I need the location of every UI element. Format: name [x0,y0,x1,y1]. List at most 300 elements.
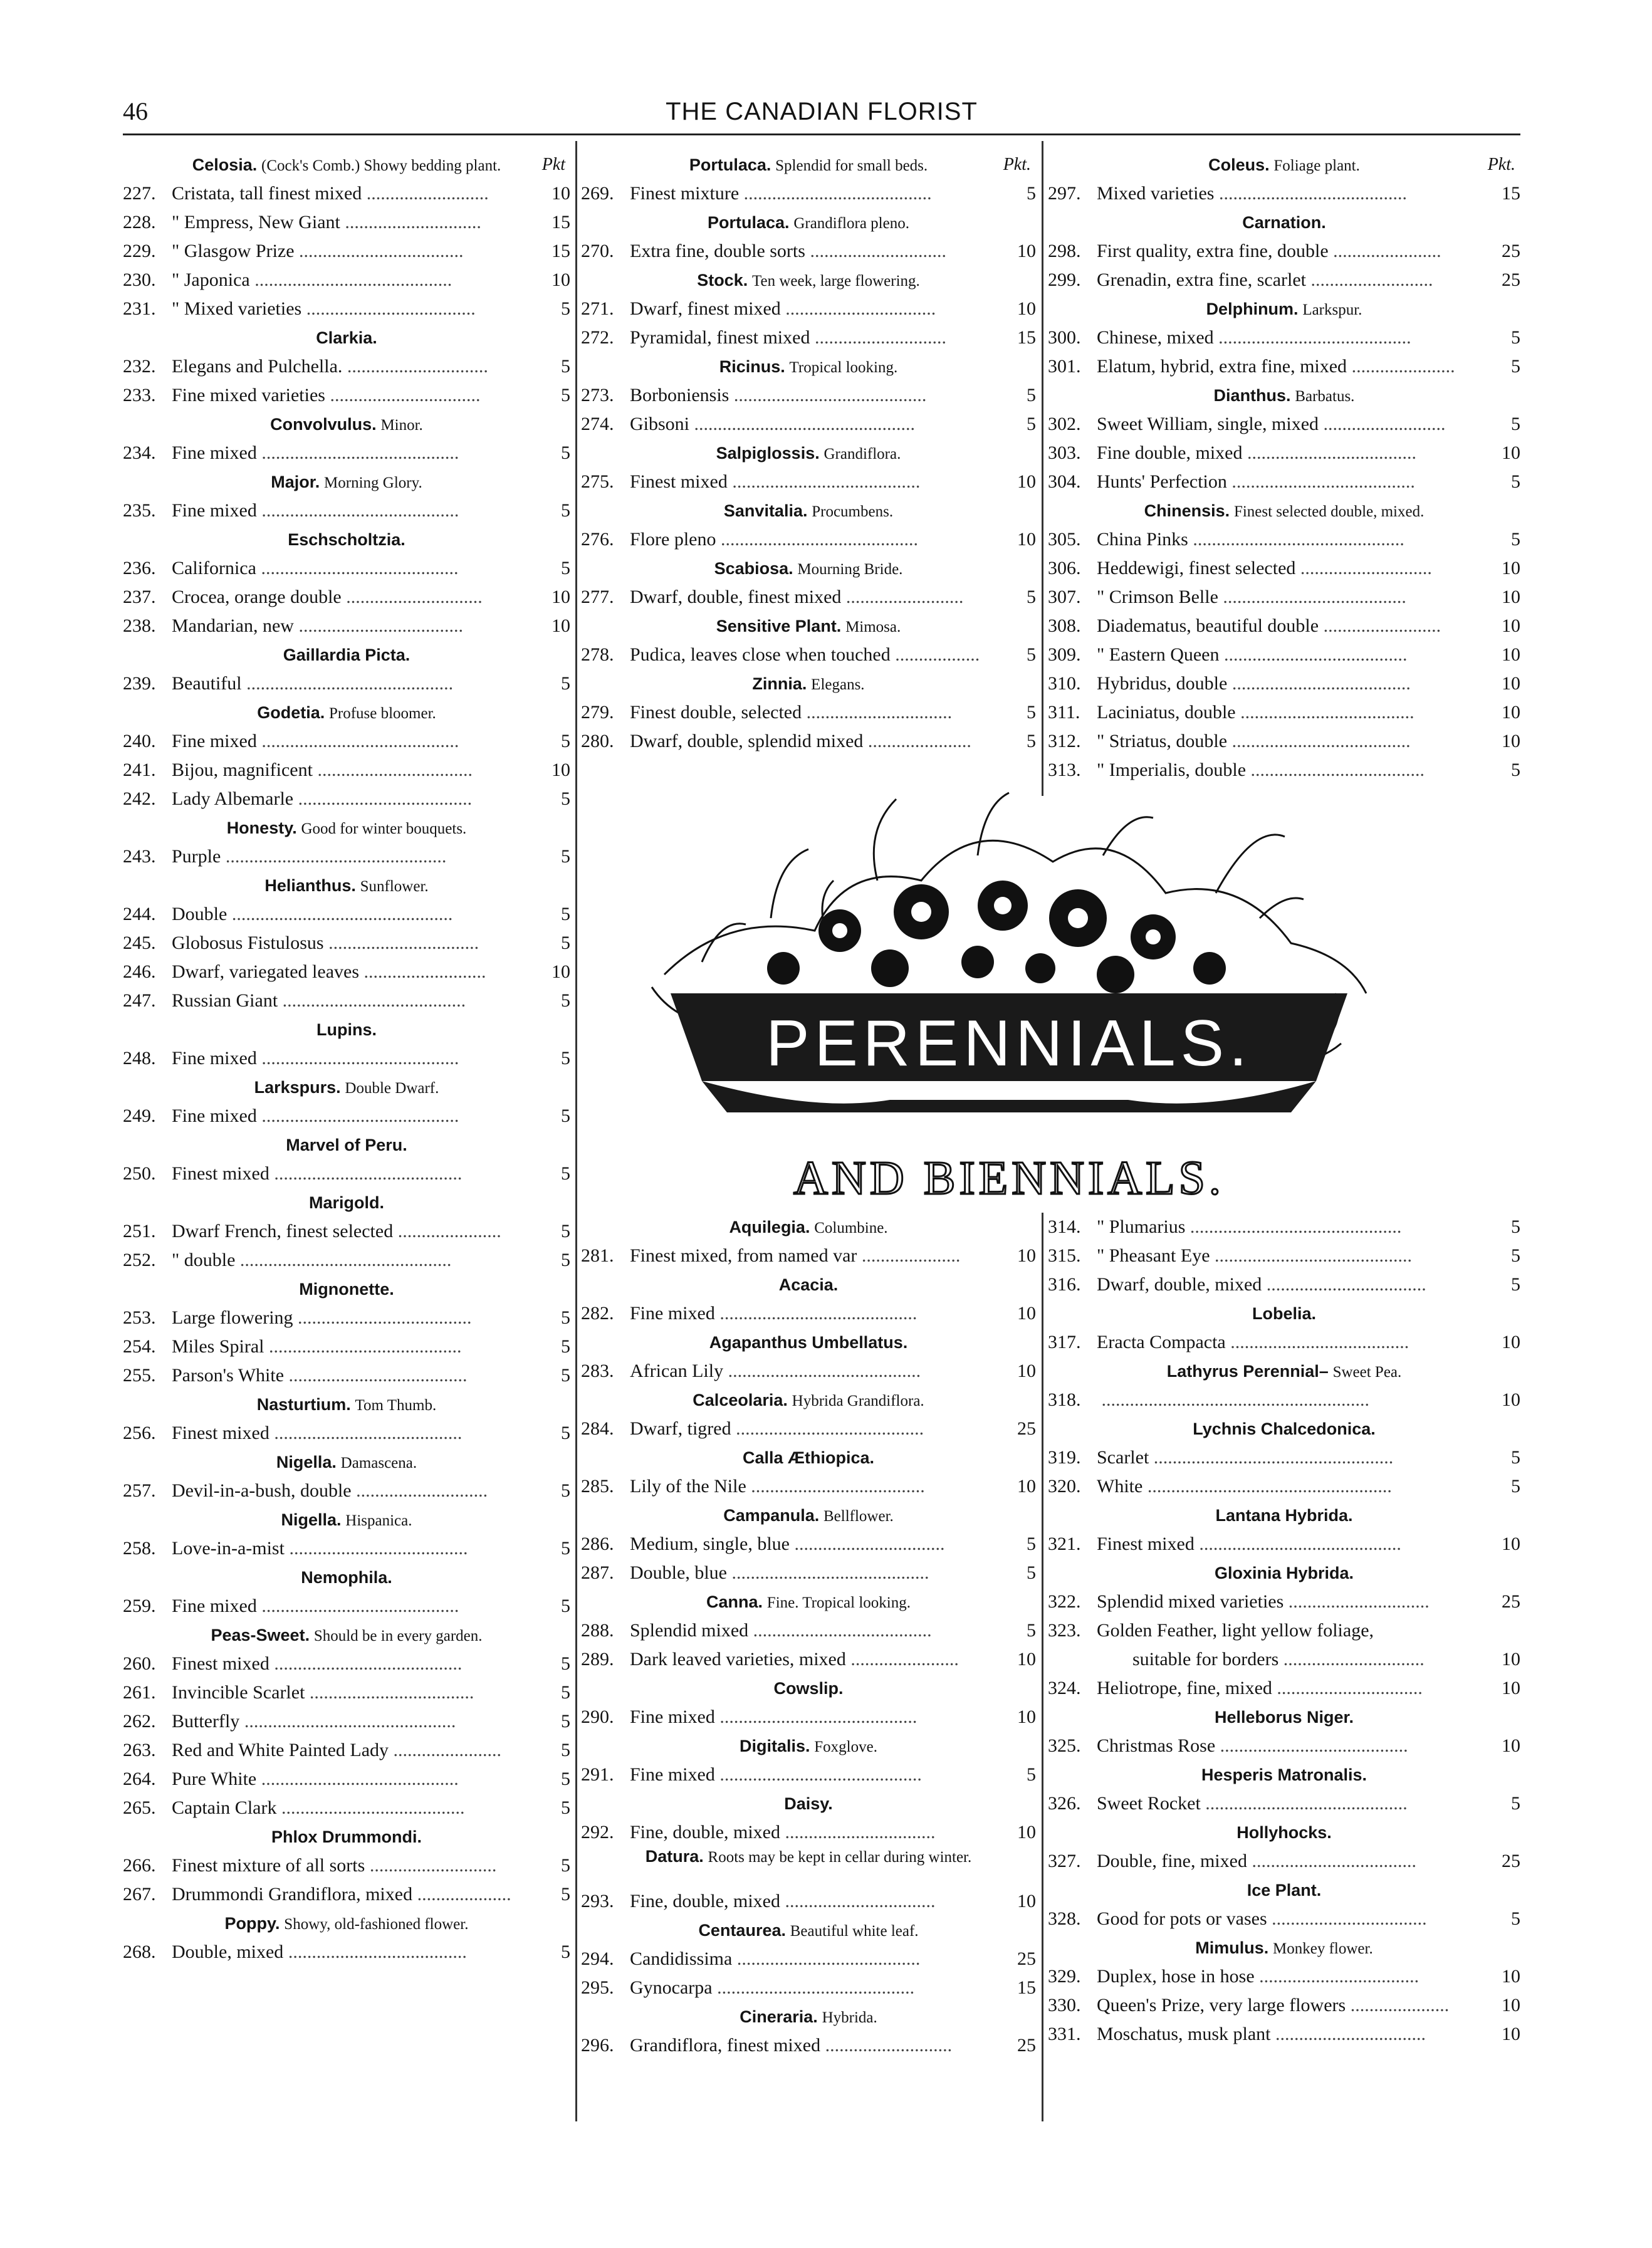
item-number: 310. [1048,673,1081,694]
leader-dots: ..................... [1346,1995,1450,2015]
item-description: Grandiflora, finest mixed [630,2035,821,2056]
item-price: 10 [1502,1735,1520,1756]
section-heading-name: Hollyhocks. [1236,1823,1332,1842]
leader-dots: ..................................... [1235,702,1414,723]
section-heading-name: Digitalis. [740,1737,810,1755]
list-item [123,583,570,612]
item-number: 280. [581,731,614,751]
item-price: 5 [561,500,570,521]
list-item [1048,1386,1520,1414]
section-heading-name: Sanvitalia. [723,501,808,520]
leader-dots: ....................................... [1219,644,1408,665]
item-description: Borboniensis [630,385,729,405]
item-price: 5 [561,1942,570,1962]
item-description: Drummondi Grandiflora, mixed [172,1884,413,1905]
section-heading-note: Profuse bloomer. [328,705,436,722]
item-price: 10 [1502,558,1520,578]
list-item [1048,1472,1520,1501]
item-number: 267. [123,1884,156,1905]
item-number: 231. [123,298,156,319]
leader-dots: ................................... [1247,1851,1416,1871]
section-heading [123,468,570,496]
list-item [123,1332,570,1361]
section-heading [123,150,570,179]
section-heading [123,1390,570,1419]
item-description: Good for pots or vases [1097,1908,1267,1929]
leader-dots: ................................ [780,1891,936,1911]
item-price: 15 [1017,327,1036,348]
seed-column-middle-bottom [581,1213,1036,2060]
item-description: Fine mixed [630,1303,715,1324]
item-description: Dwarf, variegated leaves [172,961,360,982]
item-description: Pyramidal, finest mixed [630,327,810,348]
section-heading-note: Foliage plant. [1273,157,1360,174]
item-number: 311. [1048,702,1080,723]
item-description: Fine double, mixed [1097,442,1243,463]
list-item [123,1678,570,1707]
leader-dots: .................................... [1242,442,1416,463]
leader-dots: ................................................... [1149,1447,1394,1468]
section-heading-note: Showy, old-fashioned flower. [284,1916,469,1933]
list-item [1048,669,1520,698]
leader-dots: .......................... [1319,414,1446,434]
item-description: Gynocarpa [630,1977,713,1998]
section-heading-name: Marigold. [309,1193,384,1212]
item-price: 10 [1017,298,1036,319]
item-number: 247. [123,990,156,1011]
list-item [123,929,570,958]
section-heading [581,669,1036,698]
leader-dots: ............................................... [227,904,453,924]
section-heading-note: Hispanica. [345,1512,412,1529]
section-heading [123,813,570,842]
item-price: 10 [552,961,570,982]
section-heading-name: Hesperis Matronalis. [1201,1765,1367,1784]
list-item [581,1559,1036,1587]
item-price: 10 [1502,1389,1520,1410]
leader-dots: ...................................... [283,1942,467,1962]
item-price: 5 [1027,644,1036,665]
item-price: 5 [561,1250,570,1270]
item-number: 263. [123,1740,156,1760]
page-number: 46 [123,97,148,125]
item-number: 257. [123,1480,156,1501]
item-number: 324. [1048,1678,1081,1698]
list-item [123,986,570,1015]
leader-dots: ............................ [1295,558,1432,578]
list-item [581,468,1036,496]
item-description: Globosus Fistulosus [172,933,324,953]
item-description: " Imperialis, double [1097,760,1247,780]
list-item [123,1765,570,1794]
item-price: 10 [1502,731,1520,751]
item-price: 5 [561,1365,570,1386]
item-number: 281. [581,1245,614,1266]
leader-dots: .............................. [1278,1649,1425,1670]
section-heading-note: Hybrida. [822,2009,877,2026]
item-price: 5 [1511,1476,1520,1497]
item-number: 289. [581,1649,614,1670]
list-item [123,1246,570,1275]
list-item [581,1887,1036,1916]
list-item [123,1361,570,1390]
leader-dots: .......................................... [256,1106,459,1126]
list-item [123,1159,570,1188]
item-description: Chinese, mixed [1097,327,1214,348]
list-item [1048,1732,1520,1760]
leader-dots: ........................... [365,1855,497,1876]
item-description: Queen's Prize, very large flowers [1097,1995,1346,2015]
section-heading-name: Calla Æthiopica. [742,1448,875,1467]
item-price: 5 [561,1163,570,1184]
item-description: Finest mixed [630,471,728,492]
leader-dots: ......................................... [264,1336,462,1357]
item-number: 243. [123,846,156,867]
item-description: Splendid mixed varieties [1097,1591,1284,1612]
leader-dots: ................................... [294,241,464,261]
list-item [123,496,570,525]
section-heading-name: Portulaca. [708,213,790,232]
list-item [123,1102,570,1131]
list-item [1048,1674,1520,1703]
list-item [581,1530,1036,1559]
item-description: Extra fine, double sorts [630,241,805,261]
item-number: 279. [581,702,614,723]
list-item [1048,1645,1520,1674]
section-heading-note: Minor. [380,417,423,434]
item-number: 271. [581,298,614,319]
item-number: 321. [1048,1534,1081,1554]
column-divider [575,141,577,2121]
item-number: 272. [581,327,614,348]
item-price: 5 [561,1538,570,1559]
section-heading [123,1073,570,1102]
leader-dots: ........................................ [739,183,932,204]
item-description: Diadematus, beautiful double [1097,615,1319,636]
item-description: Elatum, hybrid, extra fine, mixed [1097,356,1347,377]
section-heading-name: Dianthus. [1213,386,1291,405]
seed-column-right-top [1048,150,1520,785]
item-price: 5 [561,1769,570,1789]
item-price: 5 [1511,1274,1520,1295]
leader-dots: ......................................... [723,1361,921,1381]
item-description: Double, blue [630,1562,727,1583]
section-heading [581,266,1036,295]
item-number: 258. [123,1538,156,1559]
section-heading-note: Good for winter bouquets. [301,820,467,837]
list-item [1048,1847,1520,1876]
item-number: 238. [123,615,156,636]
item-price: 10 [552,269,570,290]
item-description: Red and White Painted Lady [172,1740,389,1760]
section-heading-note: Beautiful white leaf. [790,1923,919,1940]
section-heading-name: Campanula. [723,1506,820,1525]
section-heading-name: Coleus. [1208,155,1270,174]
item-price: 5 [1027,1764,1036,1785]
section-heading-note: Mimosa. [845,619,901,635]
section-heading-name: Calceolaria. [693,1391,788,1409]
section-heading-name: Lupins. [316,1020,377,1039]
item-price: 5 [561,846,570,867]
section-heading [581,1270,1036,1299]
list-item [123,756,570,785]
item-price: 10 [1017,1891,1036,1911]
section-heading [123,410,570,439]
item-description: Fine mixed varieties [172,385,325,405]
item-price: 10 [1502,702,1520,723]
list-item [581,698,1036,727]
section-heading-name: Portulaca. [689,155,771,174]
section-heading-note: Grandiflora pleno. [793,215,909,232]
item-number: 274. [581,414,614,434]
section-heading [1048,381,1520,410]
item-description: " double [172,1250,236,1270]
list-item [1048,237,1520,266]
section-heading [123,1505,570,1534]
section-heading-note: Columbine. [814,1220,888,1236]
item-price: 10 [1017,471,1036,492]
item-number: 303. [1048,442,1081,463]
item-price: 5 [561,1596,570,1616]
item-description: Captain Clark [172,1797,277,1818]
item-price: 10 [552,760,570,780]
item-number: 259. [123,1596,156,1616]
item-number: 235. [123,500,156,521]
section-heading-note: Hybrida Grandiflora. [792,1393,924,1409]
list-item [123,1794,570,1822]
item-price: 5 [1511,327,1520,348]
section-heading-name: Cowslip. [773,1679,844,1698]
list-item [123,1534,570,1563]
section-heading-name: Stock. [697,271,748,290]
leader-dots: ....................................... [276,1797,465,1818]
leader-dots: ..................................... [1246,760,1425,780]
section-heading-note: Tom Thumb. [355,1397,437,1414]
section-heading-name: Nigella. [276,1453,337,1472]
item-number: 283. [581,1361,614,1381]
list-item [581,1414,1036,1443]
section-heading [1048,208,1520,237]
item-price: 5 [561,933,570,953]
list-item [1048,1905,1520,1933]
item-description: Dwarf, finest mixed [630,298,781,319]
leader-dots: ..................... [857,1245,961,1266]
leader-dots: ......................................................... [1097,1389,1369,1410]
item-description: Fine mixed [172,442,257,463]
section-heading-name: Daisy. [784,1794,833,1813]
item-description: Finest mixed [1097,1534,1195,1554]
section-heading-name: Lathyrus Perennial– [1166,1362,1329,1381]
section-heading-name: Lantana Hybrida. [1215,1506,1353,1525]
item-number: 233. [123,385,156,405]
list-item [123,1217,570,1246]
section-heading [581,1328,1036,1357]
item-number: 323. [1048,1620,1081,1641]
item-description: Beautiful [172,673,242,694]
item-number: 301. [1048,356,1081,377]
item-number: 230. [123,269,156,290]
list-item [123,785,570,813]
leader-dots: .......................................... [249,269,452,290]
item-price: 5 [561,1797,570,1818]
section-heading [123,1275,570,1304]
item-description: Butterfly [172,1711,240,1732]
section-heading [1048,1876,1520,1905]
leader-dots: ..................................... [293,1307,472,1328]
item-number: 232. [123,356,156,377]
list-item [123,1477,570,1505]
section-heading-name: Cineraria. [740,2007,818,2026]
item-description: Mixed varieties [1097,183,1215,204]
banner-perennials: PERENNIALS. [766,1007,1252,1080]
item-number: 228. [123,212,156,233]
section-heading [581,1386,1036,1414]
item-number: 309. [1048,644,1081,665]
floral-banner-illustration [627,787,1388,1219]
leader-dots: .......................................... [256,1048,459,1069]
list-item [1048,352,1520,381]
item-description: " Pheasant Eye [1097,1245,1210,1266]
item-price: 5 [1511,1908,1520,1929]
item-number: 305. [1048,529,1081,550]
item-description: Dwarf, double, splendid mixed [630,731,864,751]
list-item [1048,554,1520,583]
leader-dots: .......................................... [256,1769,459,1789]
item-price: 10 [1502,673,1520,694]
section-heading [123,1909,570,1938]
section-heading-name: Peas-Sweet. [211,1626,310,1644]
item-description: Fine mixed [172,1048,257,1069]
item-price: 5 [561,1221,570,1242]
leader-dots: .......................................... [712,1977,915,1998]
item-price: 10 [1017,529,1036,550]
item-number: 304. [1048,471,1081,492]
item-price: 5 [561,1480,570,1501]
list-item [123,727,570,756]
list-item [1048,266,1520,295]
section-heading [1048,1703,1520,1732]
item-description: Duplex, hose in hose [1097,1966,1255,1987]
item-description: " Striatus, double [1097,731,1228,751]
item-description: " Empress, New Giant [172,212,340,233]
leader-dots: ............................................... [689,414,916,434]
list-item [1048,1270,1520,1299]
section-heading [581,1916,1036,1945]
item-price: 5 [561,731,570,751]
list-item [123,1707,570,1736]
item-number: 248. [123,1048,156,1069]
section-heading-name: Larkspurs. [254,1078,341,1097]
section-heading [1048,1818,1520,1847]
section-heading [123,1448,570,1477]
item-number: 234. [123,442,156,463]
leader-dots: ............................................... [221,846,447,867]
leader-dots: ............................ [351,1480,488,1501]
item-number: 292. [581,1822,614,1843]
leader-dots: .................................... [301,298,476,319]
item-price: 5 [1511,1245,1520,1266]
item-price: 15 [1017,1977,1036,1998]
section-heading-name: Datura. [645,1847,704,1866]
list-item [1048,439,1520,468]
item-number: 265. [123,1797,156,1818]
item-number: 293. [581,1891,614,1911]
leader-dots: ....................................... [278,990,466,1011]
list-item [1048,1789,1520,1818]
item-price: 10 [1017,1707,1036,1727]
item-number: 287. [581,1562,614,1583]
section-heading [1048,1357,1520,1386]
list-item [1048,1242,1520,1270]
item-number: 295. [581,1977,614,1998]
section-heading [123,871,570,900]
item-description: " Plumarius [1097,1216,1186,1237]
item-price: 15 [1502,183,1520,204]
section-heading-name: Nigella. [281,1510,342,1529]
item-description: Pure White [172,1769,257,1789]
section-heading-note: Bellflower. [823,1508,894,1525]
page-header [123,91,1520,132]
list-item [1048,1616,1520,1645]
leader-dots: ......................................... [1213,327,1411,348]
leader-dots: ............................................. [235,1250,452,1270]
item-price: 10 [1017,1303,1036,1324]
section-heading-name: Gloxinia Hybrida. [1214,1564,1354,1582]
section-heading [1048,1933,1520,1962]
list-item [1048,640,1520,669]
item-description: Mandarian, new [172,615,294,636]
section-heading-name: Chinensis. [1144,501,1230,520]
item-description: " Crimson Belle [1097,587,1218,607]
item-number: 252. [123,1250,156,1270]
item-number: 296. [581,2035,614,2056]
section-heading-name: Agapanthus Umbellatus. [709,1333,908,1352]
leader-dots: ........................................... [1194,1534,1401,1554]
list-item [581,295,1036,323]
packet-price-label: Pkt. [1003,155,1031,174]
list-item [1048,1991,1520,2020]
leader-dots: ............................................. [1185,1216,1402,1237]
leader-dots: ...................... [393,1221,501,1242]
item-price: 5 [561,1884,570,1905]
page-title: THE CANADIAN FLORIST [666,98,978,125]
list-item [1048,468,1520,496]
item-description: Dwarf, double, mixed [1097,1274,1262,1295]
list-item [1048,1587,1520,1616]
section-heading [123,1131,570,1159]
leader-dots: ............................. [340,212,481,233]
item-price: 5 [561,904,570,924]
list-item [581,1616,1036,1645]
item-price: 5 [1027,414,1036,434]
section-heading [581,150,1036,179]
leader-dots: ................................ [325,385,481,405]
section-heading-note: Monkey flower. [1273,1940,1373,1957]
item-price: 25 [1502,1591,1520,1612]
list-item [123,1419,570,1448]
leader-dots: ............................... [1272,1678,1423,1698]
section-heading-name: Delphinum. [1206,300,1299,318]
leader-dots: .......................................... [256,731,459,751]
section-heading-name: Marvel of Peru. [286,1136,407,1154]
section-heading [123,1188,570,1217]
item-price: 25 [1017,1418,1036,1439]
item-number: 245. [123,933,156,953]
list-item [1048,323,1520,352]
item-description: Miles Spiral [172,1336,264,1357]
section-heading [1048,496,1520,525]
item-number: 284. [581,1418,614,1439]
